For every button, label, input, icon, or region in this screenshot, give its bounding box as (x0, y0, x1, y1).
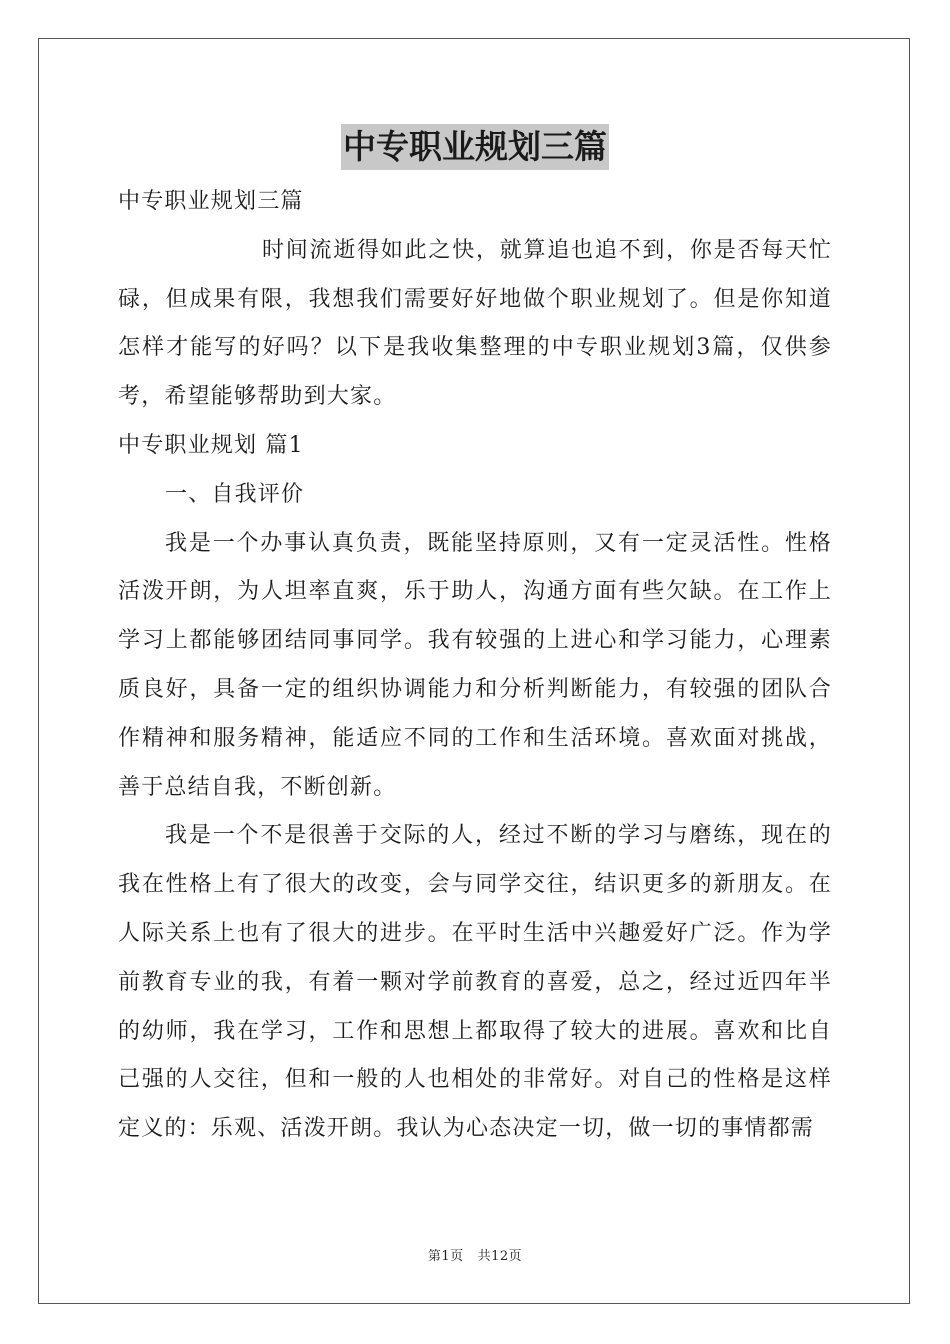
page-number: 第1页 (427, 1249, 464, 1264)
total-pages: 共12页 (477, 1249, 523, 1264)
document-body (118, 178, 832, 1154)
title-container (0, 124, 950, 170)
document-title: 中专职业规划三篇 (341, 124, 609, 170)
page-footer (0, 1245, 950, 1264)
paragraph-self-evaluation-2: 我是一个不是很善于交际的人，经过不断的学习与磨练，现在的我在性格上有了很大的改变，会与同学交往，结识更多的新朋友。在人际关系上也有了很大的进步。在平时生活中兴趣爱好广泛。作为学前教育专业的我，有着一颗对学前教育的喜爱，总之，经过近四年半的幼师，我在学习，工作和思想上都取得了较大的进展。喜欢和比自己强的人交往，但和一般的人也相处的非常好。对自己的性格是这样定义的：乐观、活泼开朗。我认为心态决定一切，做一切的事情都需 (118, 823, 832, 1142)
paragraph-self-evaluation-1: 我是一个办事认真负责，既能坚持原则，又有一定灵活性。性格活泼开朗，为人坦率直爽，乐于助人，沟通方面有些欠缺。在工作上学习上都能够团结同事同学。我有较强的上进心和学习能力，心理素质良好，具备一定的组织协调能力和分析判断能力，有较强的团队合作精神和服务精神，能适应不同的工作和生活环境。喜欢面对挑战，善于总结自我，不断创新。 (118, 530, 832, 800)
section1-heading: 一、自我评价 (165, 481, 305, 507)
document-subtitle: 中专职业规划三篇 (118, 189, 304, 214)
part1-heading: 中专职业规划 篇1 (118, 432, 304, 458)
intro-paragraph: 时间流逝得如此之快，就算追也追不到，你是否每天忙碌，但成果有限，我想我们需要好好地做个职业规划了。但是你知道怎样才能写的好吗？以下是我收集整理的中专职业规划3篇，仅供参考，希望能够帮助到大家。 (118, 237, 832, 410)
